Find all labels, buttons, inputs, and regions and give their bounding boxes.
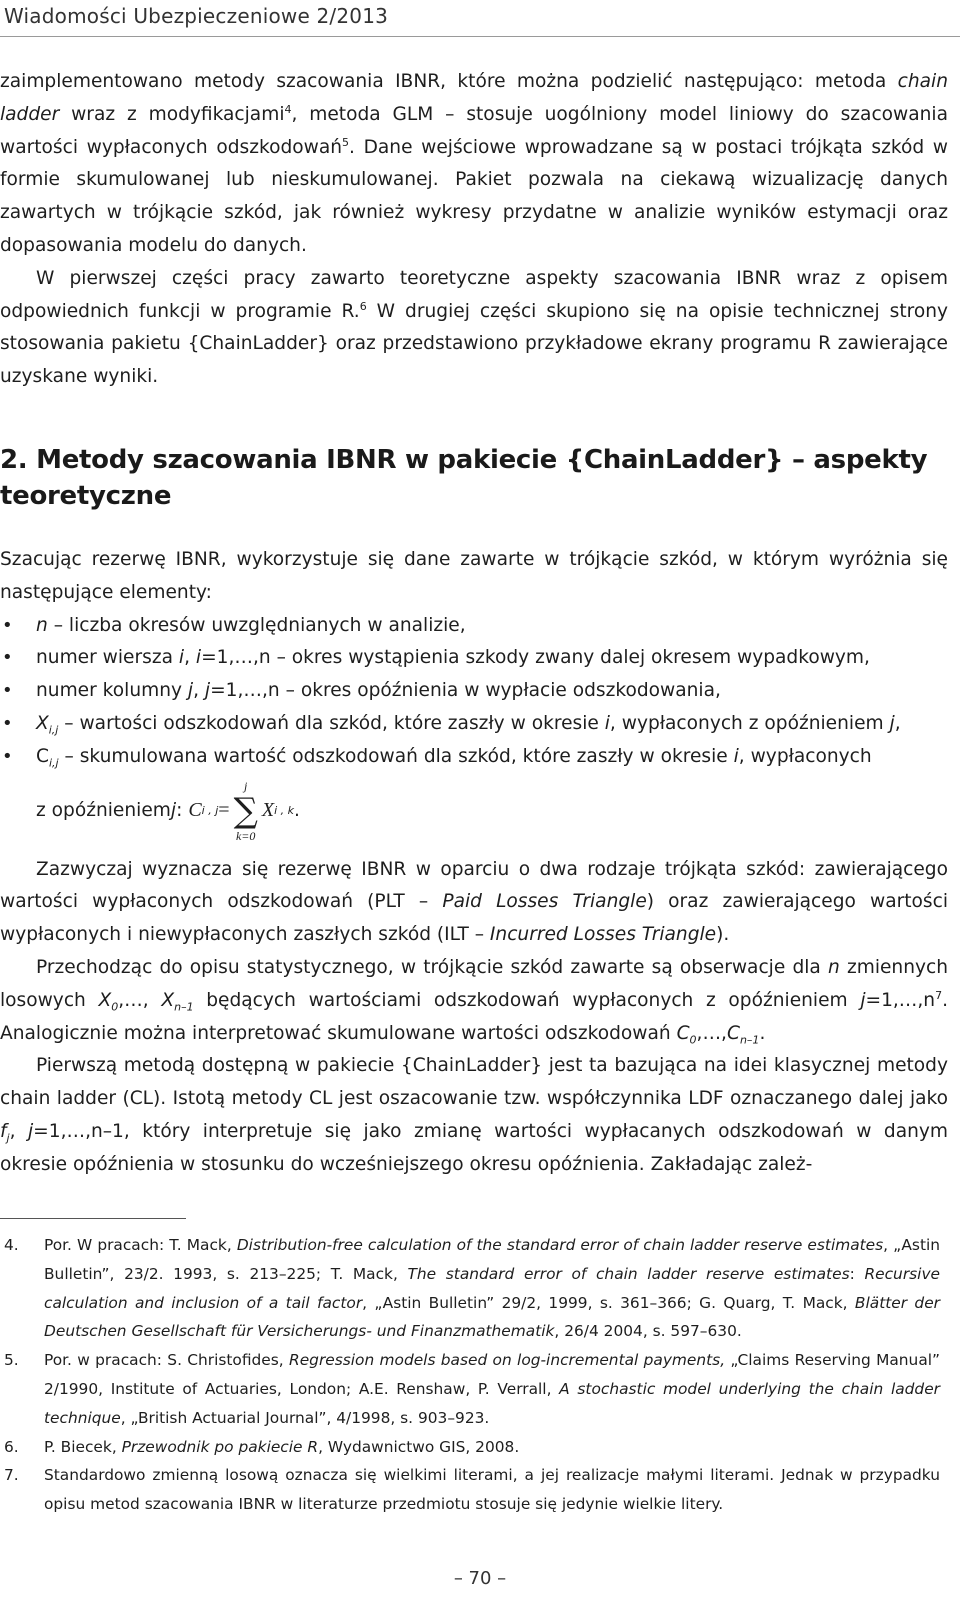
text: , [894,712,901,734]
symbol: j [170,800,177,822]
intro-paragraph-2 [0,263,948,394]
footnote-number: 6. [4,1437,19,1456]
list-item [0,708,948,741]
footnote-6 [0,1433,940,1462]
title: Przewodnik po pakiecie R [121,1437,319,1456]
symbol: X [98,989,112,1011]
equals-sign: = [218,799,230,822]
title: Blätter der Deutschen Gesellschaft für Versicherungs- und Finanzmathematik [44,1293,940,1341]
text: „Claims Reserving Manual” 2/1990, Institute of Actuaries, London; A.E. Renshaw, P. Verrall, [44,1351,940,1398]
footnote-text: Standardowo zmienną losową oznacza się wielkimi literami, a jej realizacje małymi literami. Jednak w przypadku opisu metod szacowania IBNR w literaturze przedmiotu stosuje się jedynie wielkie litery. [44,1466,940,1514]
text: P. Biecek, [44,1437,122,1456]
text: ) oraz zawierającego wartości wypłaconych i niewypłaconych zaszłych szkód (ILT – [0,891,949,946]
footnote-ref-4[interactable]: 4 [284,102,292,116]
text: Pierwszą metodą dostępną w pakiecie {ChainLadder} jest ta bazująca na idei klasycznej metody chain ladder (CL). Istotą metody CL jest oszacowanie tzw. współczynnika LDF oznaczanego dalej jako [0,1055,948,1110]
footnote-text [44,1231,940,1346]
text: . [293,800,300,822]
term-plt: Paid Losses Triangle [442,891,647,913]
subscript: 0 [111,1000,119,1014]
text: numer kolumny [36,680,188,702]
footnote-number: 4. [4,1236,19,1254]
text: – skumulowana wartość odszkodowań dla szkód, które zaszły w okresie [58,745,734,767]
symbol: X [161,989,175,1011]
main-text [0,66,948,1182]
symbol: f [0,1120,7,1142]
list-item [0,675,948,708]
symbol: i [604,712,610,734]
symbol: C [726,1022,740,1044]
text: z opóźnieniem [36,800,171,822]
text: . Analogicznie można interpretować skumulowane wartości odszkodowań [0,989,949,1044]
subscript: 0 [689,1033,697,1047]
symbol: i [195,647,202,669]
text: , „Astin Bulletin” 29/2, 1999, s. 361–366; G. Quarg, T. Mack, [362,1293,855,1312]
summation [234,779,258,843]
text: , „Astin Bulletin”, 23/2. 1993, s. 213–225; T. Mack, [44,1236,941,1283]
text: , 26/4 2004, s. 597–630. [554,1322,742,1341]
footnote-ref-5[interactable]: 5 [342,135,350,149]
symbol: C [676,1022,690,1044]
subscript: j [6,1131,10,1145]
text: Por. w pracach: S. Christofides, [44,1351,290,1370]
symbol: j [204,680,211,702]
footnote-ref-7[interactable]: 7 [935,988,943,1002]
footnote-text [44,1346,940,1432]
text: , „British Actuarial Journal”, 4/1998, s. 903–923. [120,1408,490,1427]
title: Distribution-free calculation of the standard error of chain ladder reserve estimates [236,1236,884,1254]
title: Regression models based on log-incremental payments, [289,1351,726,1370]
symbol: j [889,712,895,734]
text: , metoda GLM – stosuje uogólniony model liniowy do szacowania wartości wypłaconych odszkodowań [0,103,948,158]
formula-lhs: C [188,799,202,822]
text: : [849,1264,865,1283]
text: numer wiersza [36,647,179,669]
paragraph-statistical [0,952,948,1050]
text: W pierwszej części pracy zawarto teoretyczne aspekty szacowania IBNR wraz z opisem odpowiednich funkcji w programie R. [0,267,948,322]
text: =1,…,n – okres opóźnienia w wypłacie odszkodowania, [210,680,721,702]
title: The standard error of chain ladder reserve estimates [407,1264,850,1283]
text: ,…, [118,989,162,1011]
text: – wartości odszkodowań dla szkód, które zaszły w okresie [58,712,605,734]
sum-upper-limit: j [244,778,248,793]
section-heading: 2. Metody szacowania IBNR w pakiecie {ChainLadder} – aspekty teoretyczne [0,444,928,511]
term-ilt: Incurred Losses Triangle [489,924,717,946]
symbol: X [36,712,49,734]
text: zaimplementowano metody szacowania IBNR, które można podzielić następująco: metoda [0,71,898,92]
intro-paragraph-1 [0,66,948,263]
text: W drugiej części skupiono się na opisie technicznej strony stosowania pakietu {ChainLadder} oraz przedstawiono przykładowe ekrany programu R zawierające uzyskane wyniki. [0,300,949,388]
footnote-5 [0,1346,940,1432]
text: =1,…,n [865,989,936,1011]
list-item [0,642,948,675]
subscript: i,j [48,723,59,737]
title: A stochastic model underlying the chain ladder technique [44,1379,940,1427]
footnote-ref-6[interactable]: 6 [359,299,367,313]
footnote-text [44,1433,940,1462]
symbol: i [178,647,185,669]
text: =1,…,n–1, który interpretuje się jako zmianę wartości wypłacanych odszkodowań w danym okresie opóźnienia w stosunku do wcześniejszego okresu opóźnienia. Zakładając zależ- [0,1120,948,1175]
text: Por. W pracach: T. Mack, [44,1236,237,1254]
symbol: j [860,989,866,1011]
list-item [0,741,948,774]
sigma-icon: ∑ [233,790,258,831]
text: , [193,680,205,702]
text: będących wartościami odszkodowań wypłaconych z opóźnieniem [193,989,861,1011]
footnote-4 [0,1231,940,1346]
symbol: j [187,680,194,702]
text: zmiennych losowych [0,956,949,1011]
formula-term: X [261,799,275,822]
text: =1,…,n – okres wystąpienia szkody zwany dalej okresem wypadkowym, [201,647,870,669]
text: , Wydawnictwo GIS, 2008. [318,1437,520,1456]
cumulative-sum-formula: C i , j = j ∑ k=0 X i , k . [188,778,300,843]
footnote-divider [0,1218,186,1219]
text: , wypłaconych z opóźnieniem [609,712,890,734]
footnote-7 [0,1461,940,1519]
text: . [759,1022,766,1044]
list-item [0,610,948,643]
text: ). [716,924,730,946]
text: – liczba okresów uwzględnianych w analizie, [47,614,466,636]
section-lead-paragraph: Szacując rezerwę IBNR, wykorzystuje się dane zawarte w trójkącie szkód, w którym wyróżnia się następujące elementy: [0,548,948,603]
subscript: n–1 [739,1033,760,1047]
paragraph-triangles [0,854,948,952]
text: wraz z modyfikacjami [59,103,285,125]
text: Przechodząc do opisu statystycznego, w trójkącie szkód zawarte są obserwacje dla [36,956,828,978]
symbol: j [27,1120,34,1142]
paragraph-chain-ladder [0,1050,948,1181]
triangle-elements-list [0,610,948,774]
running-header [0,0,960,37]
footnote-number: 5. [4,1351,19,1370]
text: , [184,647,196,669]
symbol: n [36,614,48,636]
text: : [176,800,183,822]
sum-lower-limit: k=0 [235,828,256,843]
text: . Dane wejściowe wprowadzane są w postaci trójkąta szkód w formie skumulowanej lub nieskumulowanej. Pakiet pozwala na ciekawą wizualizację danych zawartych w trójkącie szkód, jak również wykresy przydatne w analizie wyników estymacji oraz dopasowania modelu do danych. [0,136,948,256]
title: Recursive calculation and inclusion of a tail factor [44,1264,941,1312]
symbol: n [827,956,840,978]
cumulative-formula-line [0,774,948,848]
text: , wypłaconych [738,745,872,767]
text: , [9,1120,28,1142]
term-chain-ladder: chain ladder [0,71,948,125]
text: ,…, [696,1022,727,1044]
footnotes [0,1218,940,1519]
footnote-number: 7. [4,1466,19,1485]
journal-title: Wiadomości Ubezpieczeniowe 2/2013 [4,4,389,28]
page-number: – 70 – [453,1568,507,1589]
text: Zazwyczaj wyznacza się rezerwę IBNR w oparciu o dwa rodzaje trójkąta szkód: zawierającego wartości wypłaconych odszkodowań (PLT – [0,858,948,913]
symbol: C [36,745,49,767]
symbol: i [733,745,739,767]
subscript: n–1 [174,1000,194,1014]
subscript: i,j [48,756,59,770]
